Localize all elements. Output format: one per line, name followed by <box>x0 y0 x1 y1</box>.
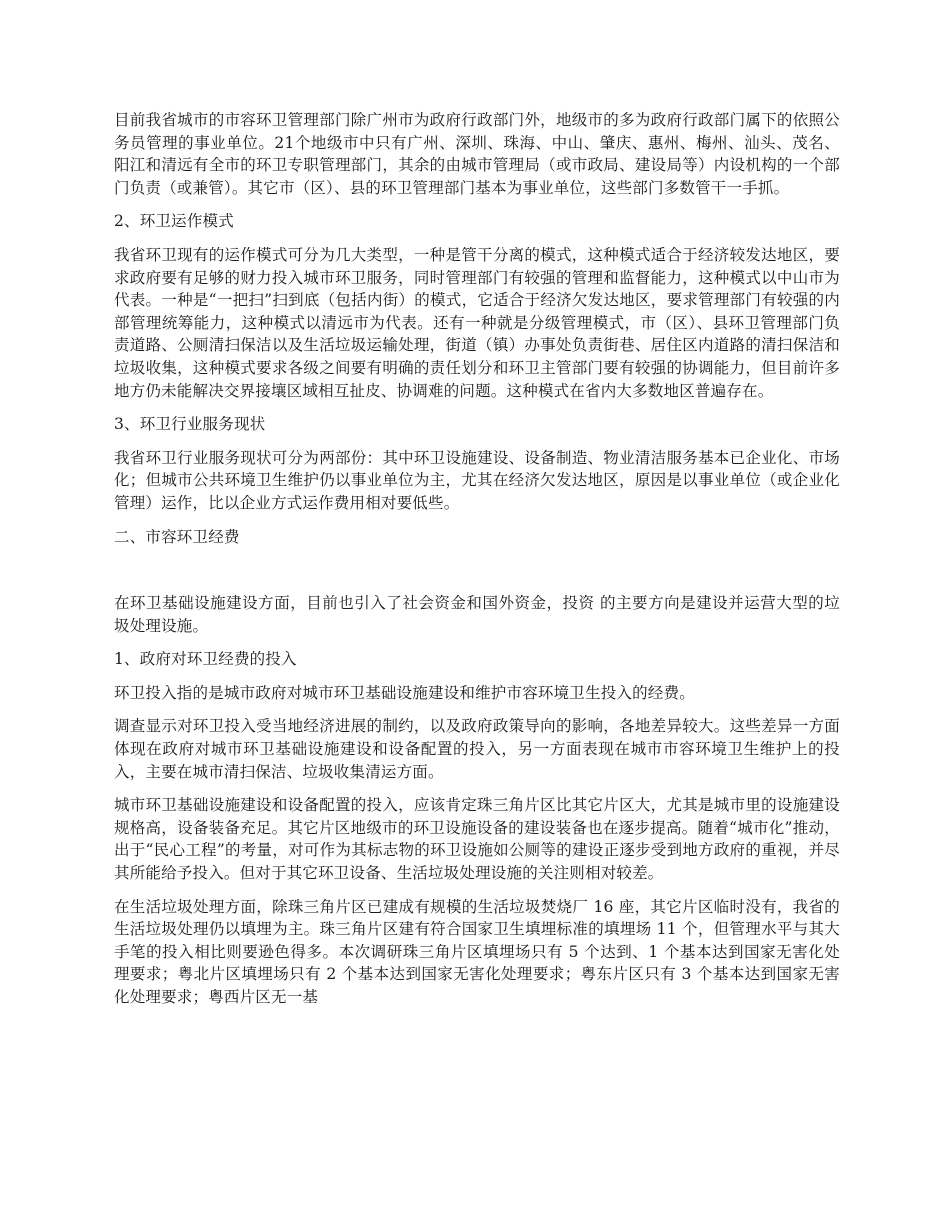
heading-service-status: 3、环卫行业服务现状 <box>114 415 266 434</box>
paragraph-service-status: 我省环卫行业服务现状可分为两部份：其中环卫设施建设、设备制造、物业清洁服务基本已企业化、市场化；但城市公共环境卫生维护仍以事业单位为主，尤其在经济欠发达地区，原因是以事业单位（或企业化管理）运作，比以企业方式运作费用相对要低些。 <box>114 448 840 512</box>
heading-government-investment: 1、政府对环卫经费的投入 <box>114 650 297 669</box>
document-body <box>114 109 840 1020</box>
paragraph-facility-construction: 城市环卫基础设施建设和设备配置的投入，应该肯定珠三角片区比其它片区大，尤其是城市里的设施建设规格高，设备装备充足。其它片区地级市的环卫设施设备的建设装备也在逐步提高。随着“城市化”推动，出于“民心工程”的考量，对可作为其标志物的环卫设施如公厕等的建设正逐步受到地方政府的重视，并尽其所能给予投入。但对于其它环卫设备、生活垃圾处理设施的关注则相对较差。 <box>114 796 840 883</box>
paragraph-investment-definition: 环卫投入指的是城市政府对城市环卫基础设施建设和维护市容环境卫生投入的经费。 <box>114 683 695 702</box>
paragraph-management-departments: 目前我省城市的市容环卫管理部门除广州市为政府行政部门外，地级市的多为政府行政部门属下的依照公务员管理的事业单位。21个地级市中只有广州、深圳、珠海、中山、肇庆、惠州、梅州、汕头、茂名、阳江和清远有全市的环卫专职管理部门，其余的由城市管理局（或市政局、建设局等）内设机构的一个部门负责（或兼管）。其它市（区）、县的环卫管理部门基本为事业单位，这些部门多数管干一手抓。 <box>114 111 840 197</box>
heading-operation-mode: 2、环卫运作模式 <box>114 212 234 231</box>
paragraph-infrastructure-investment: 在环卫基础设施建设方面，目前也引入了社会资金和国外资金，投资 的主要方向是建设并运营大型的垃圾处理设施。 <box>114 594 840 635</box>
heading-funding: 二、市容环卫经费 <box>114 527 240 546</box>
blank-gap <box>114 559 840 592</box>
paragraph-operation-mode: 我省环卫现有的运作模式可分为几大类型，一种是管干分离的模式，这种模式适合于经济较发达地区，要求政府要有足够的财力投入城市环卫服务，同时管理部门有较强的管理和监督能力，这种模式以中山市为代表。一种是“一把扫”扫到底（包括内街）的模式，它适合于经济欠发达地区，要求管理部门有较强的内部管理统筹能力，这种模式以清远市为代表。还有一种就是分级管理模式，市（区）、县环卫管理部门负责道路、公厕清扫保洁以及生活垃圾运输处理，街道（镇）办事处负责街巷、居住区内道路的清扫保洁和垃圾收集，这种模式要求各级之间要有明确的责任划分和环卫主管部门要有较强的协调能力，但目前许多地方仍未能解决交界接壤区域相互扯皮、协调难的问题。这种模式在省内大多数地区普遍存在。 <box>114 245 840 400</box>
paragraph-garbage-treatment: 在生活垃圾处理方面，除珠三角片区已建成有规模的生活垃圾焚烧厂 16 座，其它片区临时没有，我省的生活垃圾处理仍以填埋为主。珠三角片区建有符合国家卫生填埋标准的填埋场 11 个，但管理水平与其大手笔的投入相比则要逊色得多。本次调研珠三角片区填埋场只有 5 个达到、1 个基本达到国家无害化处理要求；粤北片区填埋场只有 2 个基本达到国家无害化处理要求；粤东片区只有 3 个基本达到国家无害化处理要求；粤西片区无一基 <box>114 897 840 1006</box>
paragraph-regional-differences: 调查显示对环卫投入受当地经济进展的制约，以及政府政策导向的影响，各地差异较大。这些差异一方面体现在政府对城市环卫基础设施建设和设备配置的投入，另一方面表现在城市市容环境卫生维护上的投入，主要在城市清扫保洁、垃圾收集清运方面。 <box>114 717 840 781</box>
